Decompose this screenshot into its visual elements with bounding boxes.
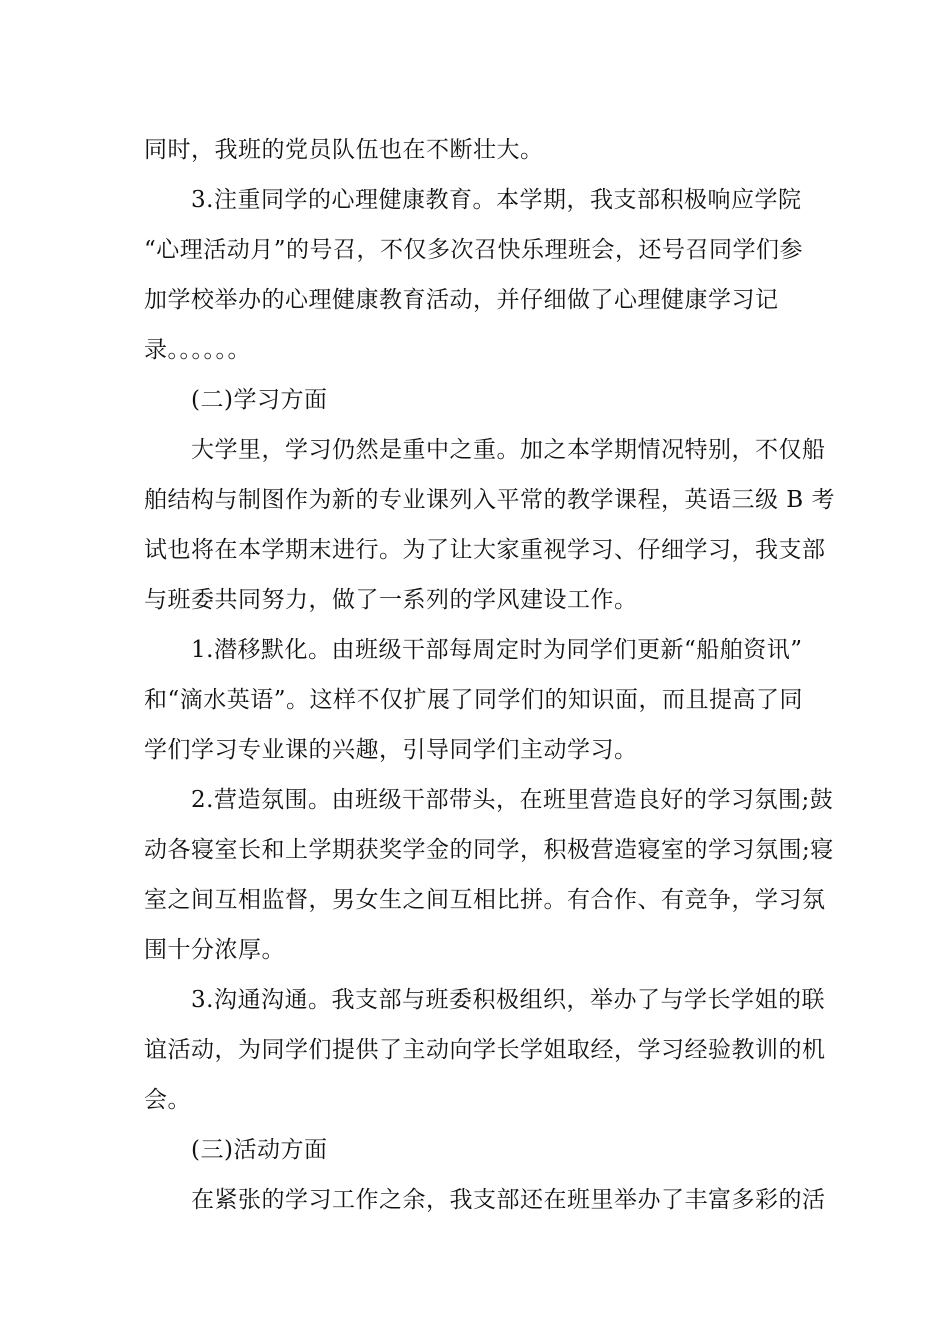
text-line: 室之间互相监督，男女生之间互相比拼。有合作、有竞争，学习氛 xyxy=(144,887,826,913)
text-line: 在紧张的学习工作之余，我支部还在班里举办了丰富多彩的活 xyxy=(191,1187,826,1213)
text-line: 大学里，学习仍然是重中之重。加之本学期情况特别，不仅船 xyxy=(191,437,826,463)
text-line: 动各寝室长和上学期获奖学金的同学，积极营造寝室的学习氛围;寝 xyxy=(144,837,834,863)
text-line: 3.沟通沟通。我支部与班委积极组织，举办了与学长学姐的联 xyxy=(191,987,825,1013)
text-line: 试也将在本学期末进行。为了让大家重视学习、仔细学习，我支部 xyxy=(144,537,826,563)
text-line: 录。。。。。。 xyxy=(144,337,251,363)
text-line: 3.注重同学的心理健康教育。本学期，我支部积极响应学院 xyxy=(191,187,802,213)
text-line: 舶结构与制图作为新的专业课列入平常的教学课程，英语三级 B 考 xyxy=(144,487,836,513)
text-line: 2.营造氛围。由班级干部带头，在班里营造良好的学习氛围;鼓 xyxy=(191,787,834,813)
text-line: 围十分浓厚。 xyxy=(144,937,285,963)
text-line: 会。 xyxy=(144,1087,191,1113)
text-line: 与班委共同努力，做了一系列的学风建设工作。 xyxy=(144,587,638,613)
text-line: “心理活动月”的号召，不仅多次召快乐理班会，还号召同学们参 xyxy=(144,237,804,263)
text-line: 1.潜移默化。由班级干部每周定时为同学们更新“船舶资讯” xyxy=(191,637,803,663)
section-heading: (三)活动方面 xyxy=(191,1137,328,1163)
text-line: 和“滴水英语”。这样不仅扩展了同学们的知识面，而且提高了同 xyxy=(144,687,804,713)
section-heading: (二)学习方面 xyxy=(191,387,328,413)
text-line: 加学校举办的心理健康教育活动，并仔细做了心理健康学习记 xyxy=(144,287,779,313)
text-line: 学们学习专业课的兴趣，引导同学们主动学习。 xyxy=(144,737,638,763)
text-line: 谊活动，为同学们提供了主动向学长学姐取经，学习经验教训的机 xyxy=(144,1037,826,1063)
text-line: 同时，我班的党员队伍也在不断壮大。 xyxy=(144,137,544,163)
